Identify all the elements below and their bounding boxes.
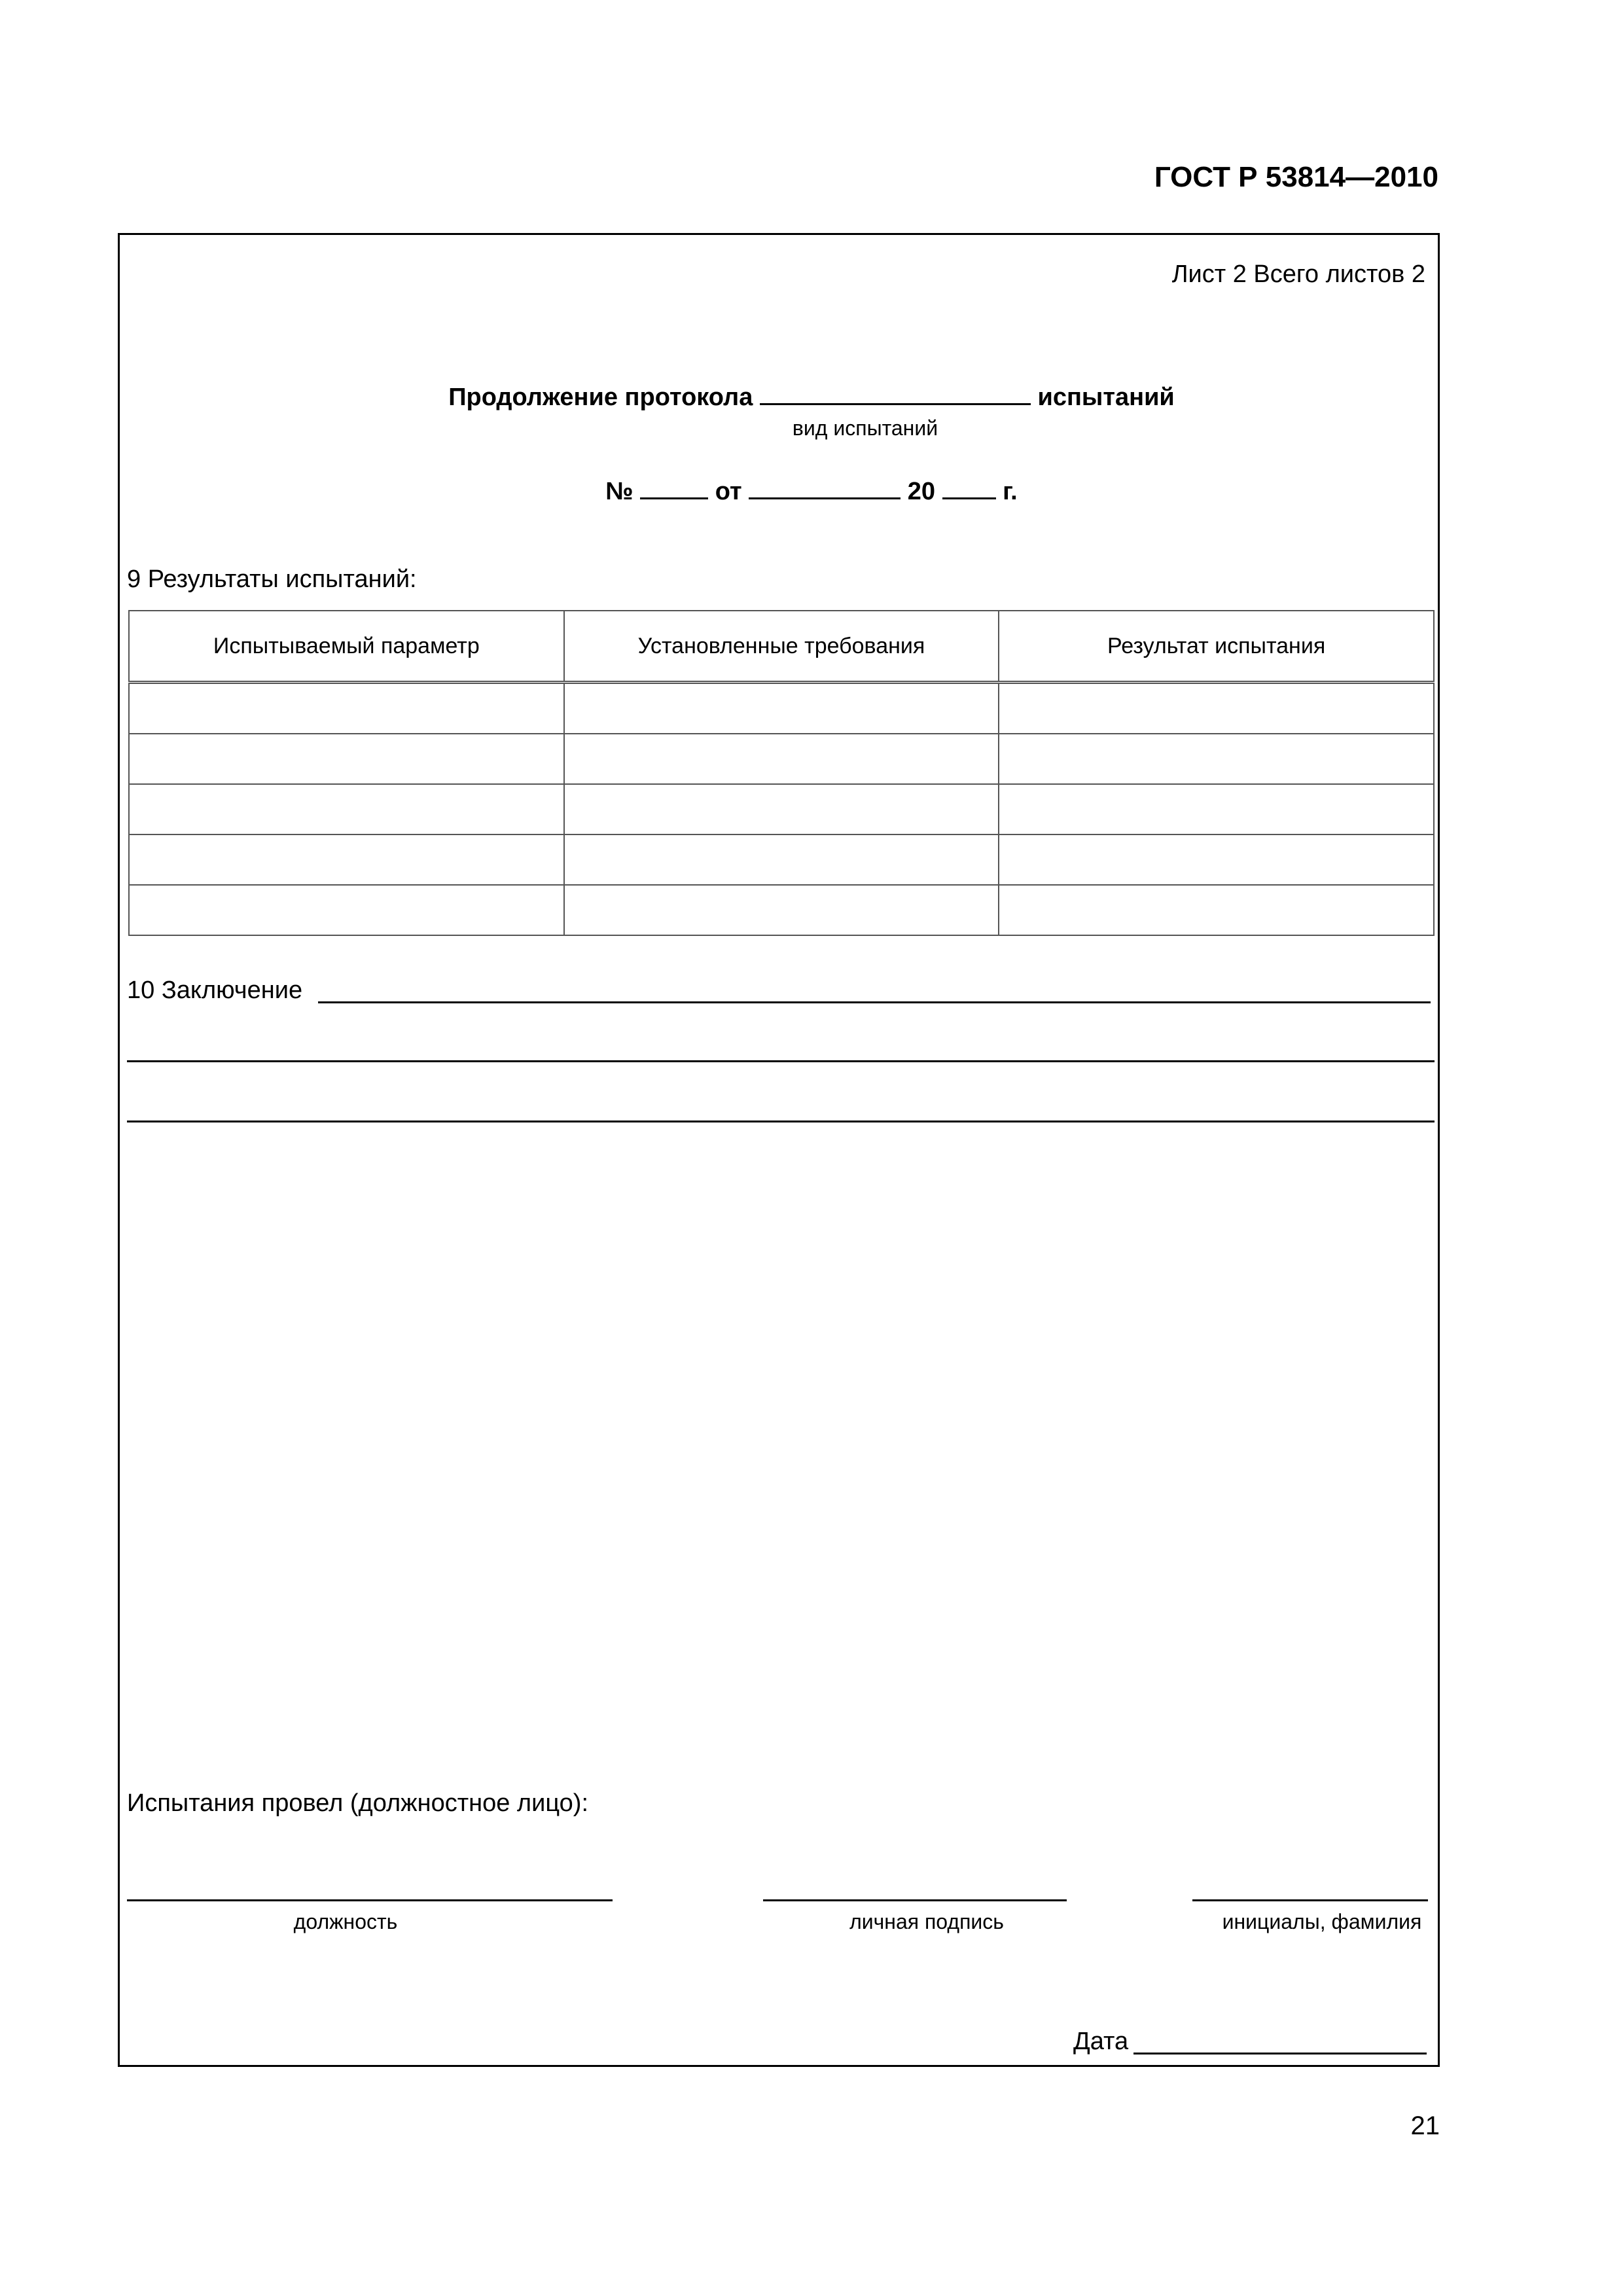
table-cell[interactable] (564, 885, 999, 935)
table-cell[interactable] (129, 834, 564, 885)
test-type-hint: вид испытаний (792, 416, 938, 440)
number-sign: № (605, 478, 633, 505)
table-row (129, 784, 1434, 834)
page-number: 21 (1410, 2111, 1440, 2140)
year-field[interactable] (942, 475, 996, 499)
table-cell[interactable] (999, 683, 1434, 734)
signature-hint: личная подпись (849, 1910, 1004, 1933)
table-cell[interactable] (999, 885, 1434, 935)
table-cell[interactable] (129, 784, 564, 834)
table-row (129, 734, 1434, 784)
position-hint: должность (293, 1910, 398, 1933)
table-row (129, 834, 1434, 885)
year-prefix: 20 (907, 478, 936, 505)
table-cell[interactable] (564, 734, 999, 784)
conclusion-line[interactable] (127, 1121, 1435, 1122)
table-cell[interactable] (129, 683, 564, 734)
table-cell[interactable] (129, 734, 564, 784)
column-header: Установленные требования (564, 611, 999, 683)
name-line[interactable] (1192, 1899, 1428, 1901)
title-suffix: испытаний (1037, 384, 1175, 411)
table-header-row (129, 611, 1434, 683)
protocol-number-line (0, 475, 1623, 506)
column-header: Результат испытания (999, 611, 1434, 683)
table-cell[interactable] (564, 834, 999, 885)
year-suffix: г. (1003, 478, 1018, 505)
section-10-heading: 10 Заключение (127, 977, 303, 1004)
from-word: от (715, 478, 742, 505)
table-cell[interactable] (999, 734, 1434, 784)
column-header: Испытываемый параметр (129, 611, 564, 683)
date-line[interactable] (1133, 2053, 1427, 2054)
results-table (128, 610, 1435, 936)
conclusion-line[interactable] (127, 1060, 1435, 1062)
conducted-by-label: Испытания провел (должностное лицо): (127, 1789, 589, 1817)
protocol-title (0, 381, 1623, 412)
signature-line[interactable] (763, 1899, 1067, 1901)
table-cell[interactable] (564, 784, 999, 834)
protocol-number-field[interactable] (640, 475, 708, 499)
conclusion-line[interactable] (318, 1001, 1431, 1003)
test-type-field[interactable] (760, 381, 1031, 405)
table-cell[interactable] (564, 683, 999, 734)
date-label: Дата (1073, 2028, 1129, 2055)
section-9-heading: 9 Результаты испытаний: (127, 565, 417, 593)
table-cell[interactable] (999, 784, 1434, 834)
date-field[interactable] (749, 475, 901, 499)
title-prefix: Продолжение протокола (448, 384, 753, 411)
document-code: ГОСТ Р 53814—2010 (1154, 161, 1438, 193)
table-row (129, 885, 1434, 935)
table-cell[interactable] (129, 885, 564, 935)
position-line[interactable] (127, 1899, 613, 1901)
table-cell[interactable] (999, 834, 1434, 885)
sheet-info: Лист 2 Всего листов 2 (1171, 260, 1425, 288)
table-row (129, 683, 1434, 734)
name-hint: инициалы, фамилия (1222, 1910, 1422, 1933)
